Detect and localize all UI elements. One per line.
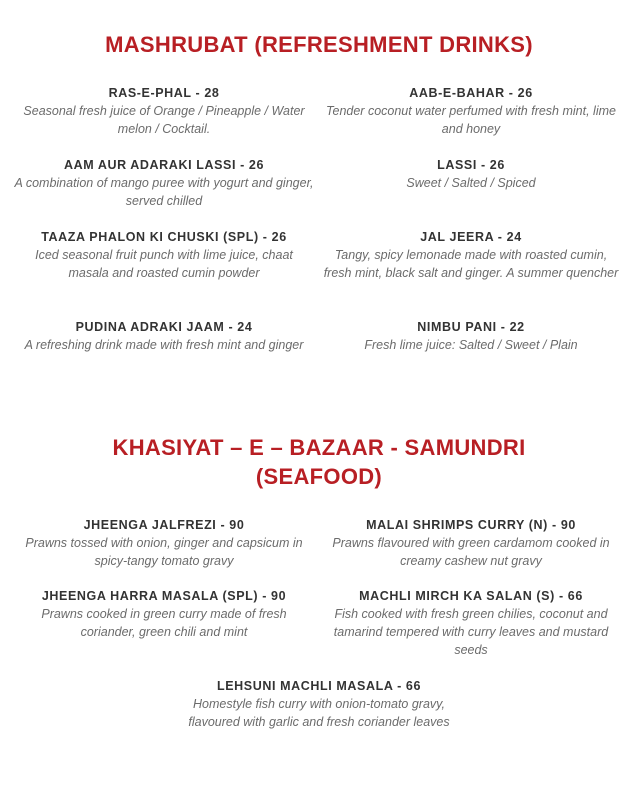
menu-item [14,84,314,138]
menu-item [321,84,621,138]
section-title-seafood: KHASIYAT – E – BAZAAR - SAMUNDRI [112,435,526,460]
menu-item [321,156,621,192]
menu-item-name: PUDINA ADRAKI JAAM - 24 [75,320,253,334]
menu-item-description: Prawns tossed with onion, ginger and capsicum in spicy-tangy tomato gravy [25,536,303,568]
menu-item-name: LASSI - 26 [437,158,505,172]
menu-item-name: LEHSUNI MACHLI MASALA - 66 [216,679,422,693]
menu-item-description: Homestyle fish curry with onion-tomato gravy, flavoured with garlic and fresh coriander leaves [188,697,450,729]
menu-item-name: MALAI SHRIMPS CURRY (N) - 90 [366,518,576,532]
menu-item [14,156,314,210]
menu-item [14,587,314,641]
menu-item-description: Prawns flavoured with green cardamom cooked in creamy cashew nut gravy [332,536,610,568]
menu-item [14,228,314,282]
menu-item-description: A combination of mango puree with yogurt and ginger, served chilled [14,176,314,208]
menu-item [14,516,314,570]
menu-item-description: Tangy, spicy lemonade made with roasted cumin, fresh mint, black salt and ginger. A summer quencher [323,248,619,280]
menu-item [14,318,314,354]
menu-item-name: AAB-E-BAHAR - 26 [409,86,533,100]
menu-item-name: JHEENGA JALFREZI - 90 [83,518,245,532]
section-subtitle-seafood: (SEAFOOD) [255,464,383,489]
menu-item-description: A refreshing drink made with fresh mint and ginger [24,338,304,352]
menu-item-description: Tender coconut water perfumed with fresh mint, lime and honey [326,104,616,136]
menu-item-description: Fish cooked with fresh green chilies, coconut and tamarind tempered with curry leaves and mustard seeds [333,607,609,657]
section-title-drinks: MASHRUBAT (REFRESHMENT DRINKS) [105,32,533,57]
menu-item-name: NIMBU PANI - 22 [417,320,525,334]
menu-item-name: JAL JEERA - 24 [420,230,522,244]
menu-item [321,587,621,659]
menu-item [321,228,621,282]
menu-item-description: Sweet / Salted / Spiced [406,176,536,190]
menu-item-name: AAM AUR ADARAKI LASSI - 26 [63,158,265,172]
menu-item [321,516,621,570]
menu-item-name: TAAZA PHALON KI CHUSKI (SPL) - 26 [41,230,287,244]
menu-item-name: JHEENGA HARRA MASALA (SPL) - 90 [41,589,287,603]
menu-item [321,318,621,354]
menu-item-description: Iced seasonal fruit punch with lime juice, chaat masala and roasted cumin powder [35,248,293,280]
menu-item-name: RAS-E-PHAL - 28 [108,86,220,100]
menu-item-description: Seasonal fresh juice of Orange / Pineapple / Water melon / Cocktail. [23,104,305,136]
menu-item-description: Fresh lime juice: Salted / Sweet / Plain [364,338,578,352]
menu-item [169,677,469,731]
menu-item-name: MACHLI MIRCH KA SALAN (S) - 66 [359,589,583,603]
menu-item-description: Prawns cooked in green curry made of fresh coriander, green chili and mint [41,607,287,639]
